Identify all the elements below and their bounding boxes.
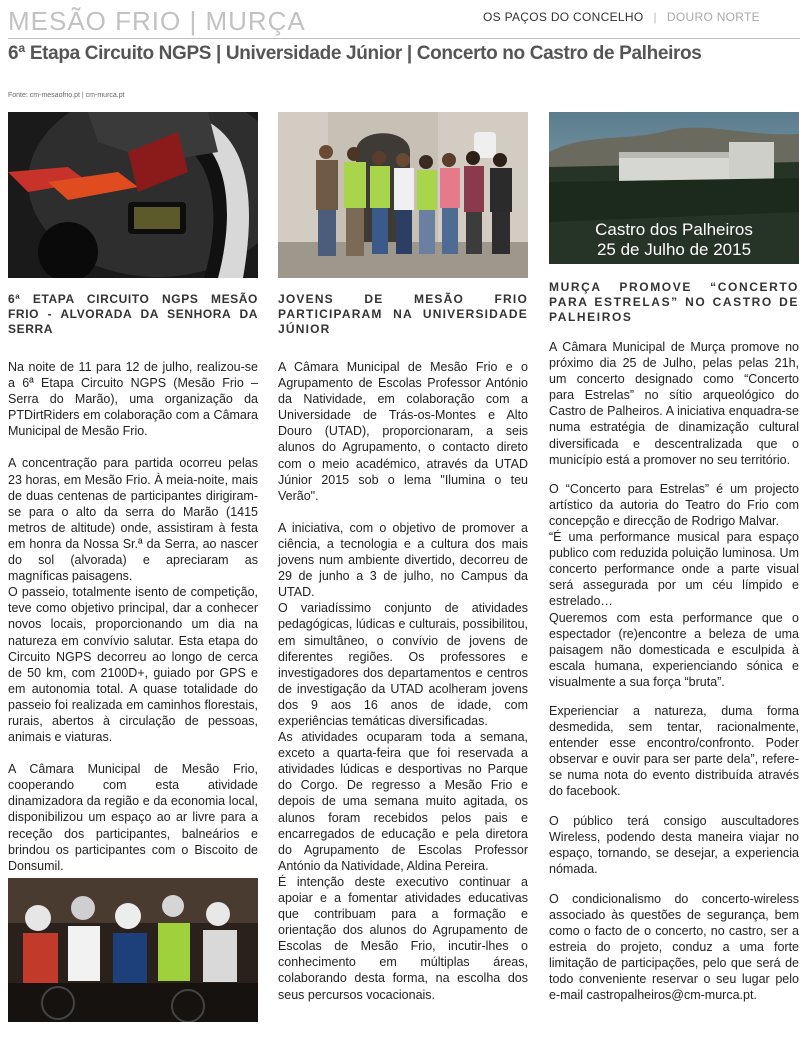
article-concerto-title: MURÇA PROMOVE “CONCERTO PARA ESTRELAS” NO CASTRO DE PALHEIROS: [549, 280, 799, 324]
students-group-photo: [278, 112, 528, 278]
paragraph: A Câmara Municipal de Mesão Frio e o Agrupamento de Escolas Professor António da Natividade, em colaboração com a Universidade de Trás-os-Montes e Alto Douro (UTAD), proporcionaram, a seis alunos do Agrupamento, o contacto direto com o meio académico, através da UTAD Júnior 2015 sob o lema "Ilumina o teu Verão".: [278, 360, 528, 503]
photo-caption-place: Castro dos Palheiros: [595, 220, 753, 239]
paragraph: O “Concerto para Estrelas” é um projecto artístico da autoria do Teatro do Frio com concepção e direcção de Rodrigo Malvar.: [549, 481, 799, 528]
masthead-title: MESÃO FRIO | MURÇA: [8, 6, 306, 36]
section-separator: |: [653, 10, 657, 24]
paragraph: A iniciativa, com o objetivo de promover a ciência, a tecnologia e a cultura dos mais jovens num ambiente divertido, decorreu de 29 de junho a 3 de julho, no Campus da UTAD.: [278, 520, 528, 600]
paragraph: O público terá consigo auscultadores Wireless, podendo desta maneira viajar no espaço, tornando, se desejar, a experiencia nómada.: [549, 813, 799, 876]
article-concerto-column: [549, 112, 799, 1004]
article-ngps-body: [8, 359, 258, 874]
paragraph: O passeio, totalmente isento de competição, teve como objetivo principal, dar a conhecer novos locais, proporcionando um dia na natureza em convívio salutar. Esta etapa do Circuito NGPS decorreu ao longo de cerca de 50 km, com 2100D+, guiado por GPS e em autonomia total. A quase totalidade do passeio foi realizada em caminhos florestais, rurais, abertos à circulação de pessoas, animais e viaturas.: [8, 585, 258, 745]
paragraph: É intenção deste executivo continuar a apoiar e a fomentar atividades educativas que contribuam para a formação e orientação dos alunos do Agrupamento de Escolas de Mesão Frio, incutir-lhes o conhecimento em múltiplas áreas, colaborando desta forma, na escolha dos seus percursos vocacionais.: [278, 874, 528, 1002]
article-concerto-body: [549, 339, 799, 1004]
paragraph: Na noite de 11 para 12 de julho, realizou-se a 6ª Etapa Circuito NGPS (Mesão Frio – Serra do Marão), uma organização da PTDirtRiders em colaboração com a Câmara Municipal de Mesão Frio.: [8, 360, 258, 439]
paragraph: A concentração para partida ocorreu pelas 23 horas, em Mesão Frio. À meia-noite, mais de duas centenas de participantes dirigiram-se para o alto da serra do Marão (1415 metros de altitude) onde, assistiram à festa em honra da Nossa Sr.ª da Serra, ao nascer do sol (alvorada) e apreciaram as magníficas paisagens.: [8, 456, 258, 584]
section-links: [483, 10, 760, 24]
section-link-pacos-do-concelho[interactable]: OS PAÇOS DO CONCELHO: [483, 10, 644, 24]
cyclists-group-photo: [8, 878, 258, 1022]
paragraph: As atividades ocuparam toda a semana, exceto a quarta-feira que foi reservada a atividades lúdicas e desportivas no Parque do Corgo. De regresso a Mesão Frio e depois de uma semana muito agitada, os alunos foram recebidos pelos pais e encarregados de educação e pela diretora do Agrupamento de Escolas Professor António da Natividade, Aldina Pereira.: [278, 730, 528, 873]
source-credit: Fonte: cm-mesaofrio.pt | cm-murca.pt: [8, 92, 125, 99]
paragraph: Experienciar a natureza, duma forma desmedida, sem tentar, racionalmente, entender esse encontro/confronto. Poder observar e ouvir para ser parte dela”, refere-se numa nota do evento distribuída através do facebook.: [549, 703, 799, 799]
paragraph: A Câmara Municipal de Murça promove no próximo dia 25 de Julho, pelas pelas 21h, um concerto designado como “Concerto para Estrelas” no sítio arqueológico do Castro de Palheiros. A iniciativa enquadra-se numa estratégia de dinamização cultural diversificada e descentralizada que o município está a promover no seu território.: [549, 340, 799, 467]
paragraph: A Câmara Municipal de Mesão Frio, cooperando com esta atividade dinamizadora da região e da economia local, disponibilizou um espaço ao ar livre para a receção dos participantes, balneários e brindou os participantes com o Biscoito de Donsumil.: [8, 762, 258, 873]
article-ngps-title: 6ª ETAPA CIRCUITO NGPS MESÃO FRIO - ALVORADA DA SENHORA DA SERRA: [8, 292, 258, 336]
paragraph: O variadíssimo conjunto de atividades pedagógicas, lúdicas e culturais, possibilitou, em simultâneo, o convívio de jovens de diferentes regiões. Os professores e investigadores dos departamentos e centros de investigação da UTAD acolheram jovens dos 9 aos 16 anos de idade, com experiências temáticas diversificadas.: [278, 601, 528, 728]
article-utad-column: [278, 112, 528, 1003]
article-ngps-column: [8, 112, 258, 1022]
cyclist-gps-photo: [8, 112, 258, 278]
castro-palheiros-photo: [549, 112, 799, 264]
header-rule: [8, 38, 800, 39]
photo-caption-date: 25 de Julho de 2015: [596, 240, 752, 259]
section-link-douro-norte[interactable]: DOURO NORTE: [666, 10, 760, 24]
paragraph: Queremos com esta performance que o espectador (re)encontre a beleza de uma paisagem não domesticada e esculpida à escala humana, experienciando sónica e visualmente a sua força “bruta”.: [549, 610, 799, 689]
article-utad-body: [278, 359, 528, 1003]
article-utad-title: JOVENS DE MESÃO FRIO PARTICIPARAM NA UNIVERSIDADE JÚNIOR: [278, 292, 528, 336]
page-headline: 6ª Etapa Circuito NGPS | Universidade Júnior | Concerto no Castro de Palheiros: [8, 43, 702, 64]
paragraph: “É uma performance musical para espaço publico com reduzida poluição luminosa. Um concerto performance onde a parte visual será assegurada por um céu límpido e estrelado…: [549, 530, 799, 609]
paragraph: O condicionalismo do concerto-wireless associado às questões de segurança, bem como o facto de o concerto, no castro, ser a estreia do projeto, conduz a uma forte limitação de participações, pelo que será de todo conveniente reservar o seu lugar pelo e-mail castropalheiros@cm-murca.pt.: [549, 891, 799, 1003]
